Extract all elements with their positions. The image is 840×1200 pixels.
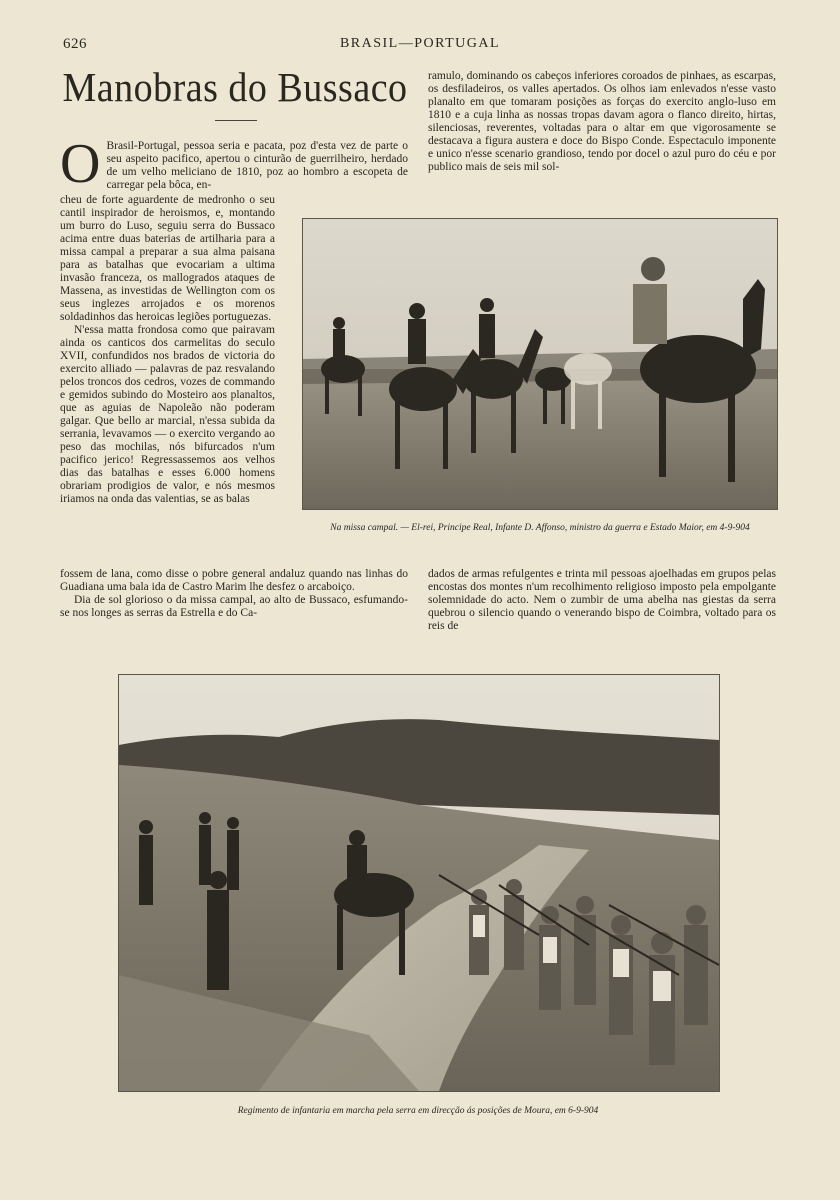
paragraph-2: N'essa matta frondosa como que pairavam ainda os canticos dos carmelitas do seculo XVII, confundidos nos brados de victoria do exercito alliado — palavras de paz resvalando pelos troncos dos cedros, vozes de commando e gemidos subindo do Mosteiro aos planaltos, que as aguias de Napoleão não poderam galgar. Que bello ar marcial, n'essa subida da serrania, levavamos — o exercito vergando ao peso das mochilas, nós bifurcados n'um pacifico jerico! Regressassemos aos velhos dias das batalhas e esses 6.000 homens obrariam prodigios de valor, e nós mesmos iriamos na onda das valentias, se as balas: [60, 324, 275, 505]
title-rule: [215, 120, 257, 121]
paragraph-3-end: dados de armas refulgentes e trinta mil pessoas ajoelhadas em grupos pelas encostas dos montes n'um recolhimento religioso imposto pela empolgante solemnidade do acto. Nem o zumbir de uma abelha nas giestas da serra quebrou o silencio quando o venerando bispo de Coimbra, voltado para os reis de: [428, 568, 776, 632]
article-right-lower: [428, 568, 776, 633]
photo-field-mass-image: [303, 219, 777, 509]
photo-infantry-march-image: [119, 675, 719, 1091]
drop-cap: O: [60, 133, 101, 195]
article-left-column: [60, 194, 275, 506]
article-title: Manobras do Bussaco: [62, 65, 408, 111]
running-head: BRASIL—PORTUGAL: [339, 36, 501, 51]
paragraph-3: Dia de sol glorioso o da missa campal, ao alto de Bussaco, esfumando-se nos longes as serras da Estrella e do Ca-: [60, 594, 408, 619]
paragraph-intro: Brasil-Portugal, pessoa seria e pacata, poz d'esta vez de parte o seu aspeito pacifico, apertou o cinturão de guerrilheiro, herdado de um velho meliciano de 1810, poz ao hombro a escopeta de carregar pela bôca, en-: [106, 140, 408, 191]
paragraph-1-cont: cheu de forte aguardente de medronho o seu cantil inspirador de heroismos, e, montando um burro do Luso, seguiu serra do Bussaco acima entre duas baterias de artilharia para a missa campal a preparar a sua alma paisana para as batalhas que evocariam a ultima invasão franceza, os mallogrados ataques de Massena, as investidas de Wellington com os seus inglezes arrojados e os morenos soldadinhos das heroicas legiões portuguezas.: [60, 194, 275, 323]
article-right-column: [428, 70, 776, 174]
paragraph-3-cont: ramulo, dominando os cabeços inferiores coroados de pinhaes, as escarpas, os desfiladeiros, os valles apertados. Os olhos iam enlevados n'esse vasto planalto em que tomaram posições as forças do exercito anglo-luso em 1810 e a cuja linha as nossas tropas davam agora o flanco direito, hirtas, silenciosas, reverentes, voltadas para o altar em que vigorosamente se destacava a figura austera e doce do Bispo Conde. Espectaculo imponente e unico n'esse scenario grandioso, tendo por docel o azul puro do céu e por publico mais de seis mil sol-: [428, 70, 776, 173]
article-intro: [60, 133, 408, 195]
photo-field-mass: [302, 218, 778, 510]
photo-infantry-march: [118, 674, 720, 1092]
article-left-lower: [60, 568, 408, 620]
paragraph-2-cont: fossem de lana, como disse o pobre general andaluz quando nas linhas do Guadiana uma bala ida de Castro Marim lhe desfez o arcaboiço.: [60, 568, 408, 593]
caption-field-mass: Na missa campal. — El-rei, Principe Real, Infante D. Affonso, ministro da guerra e Estado Maior, em 4-9-904: [330, 523, 750, 533]
page-number: 626: [63, 36, 87, 52]
caption-infantry-march: Regimento de infantaria em marcha pela serra em direcção ás posições de Moura, em 6-9-904: [237, 1106, 599, 1116]
